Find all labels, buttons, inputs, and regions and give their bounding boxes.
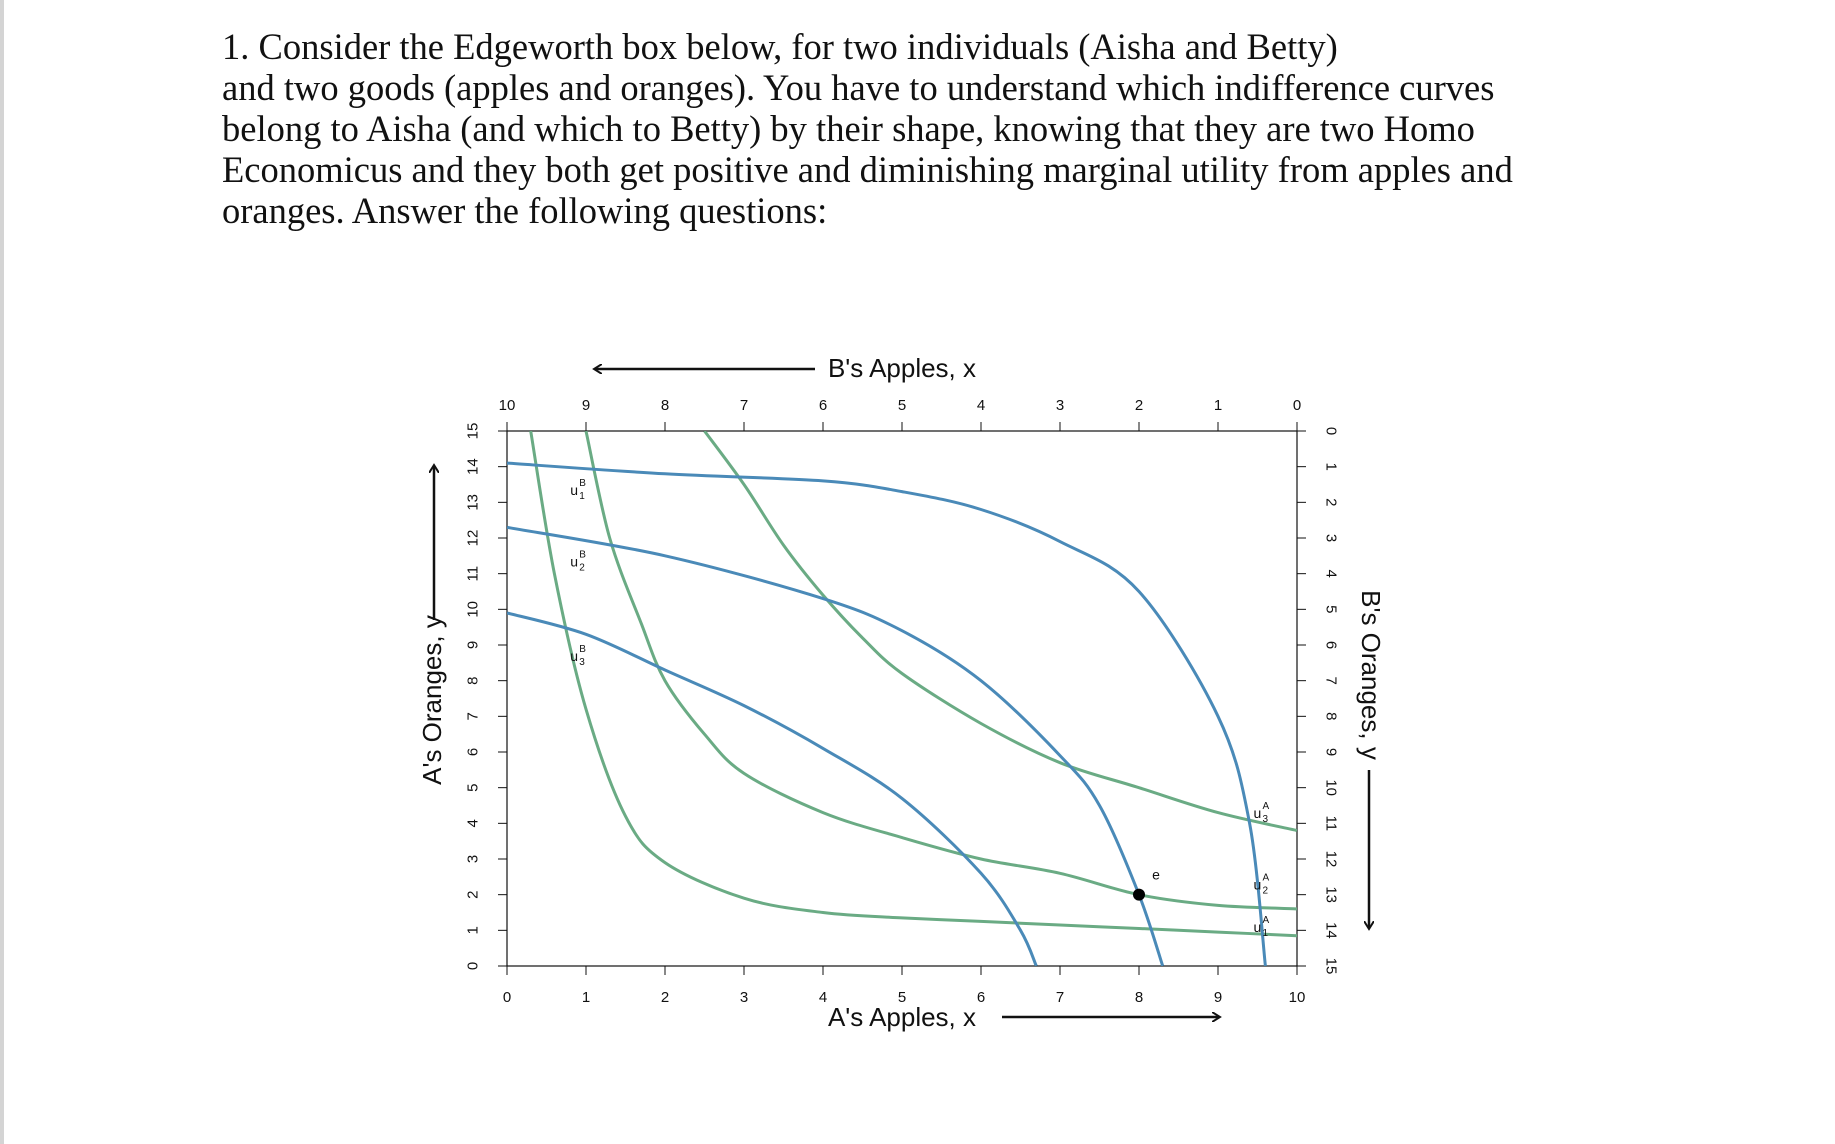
- tick-label-a-apples: 9: [1213, 989, 1223, 1006]
- tick-label-b-oranges: 2: [1322, 498, 1340, 507]
- question-line: belong to Aisha (and which to Betty) by their shape, knowing that they are two Homo: [222, 108, 1475, 149]
- tick-label-b-apples: 10: [498, 397, 516, 414]
- tick-label-a-apples: 1: [581, 989, 591, 1006]
- label-u2-b-base: u: [570, 553, 578, 570]
- label-u1-b-sub: 1: [579, 491, 585, 503]
- label-u2-b-sub: 2: [579, 562, 585, 574]
- axis-titles: [417, 353, 1386, 1032]
- label-u1-b-sup: B: [579, 478, 586, 490]
- tick-label-a-apples: 0: [502, 989, 512, 1006]
- label-u3-a-sup: A: [1262, 800, 1270, 812]
- label-u1-b-base: u: [570, 482, 578, 499]
- label-u3-b-sub: 3: [579, 657, 585, 669]
- tick-label-a-oranges: 10: [464, 600, 482, 618]
- tick-label-b-oranges: 11: [1322, 815, 1340, 832]
- tick-label-b-apples: 7: [739, 397, 749, 414]
- tick-label-b-apples: 2: [1134, 397, 1144, 414]
- indifference-curve-u2A: [586, 431, 1297, 909]
- tick-label-b-oranges: 0: [1322, 426, 1340, 436]
- label-u2-b-sup: B: [579, 549, 586, 561]
- tick-label-b-oranges: 5: [1322, 605, 1340, 614]
- a-oranges-axis-title: A's Oranges, y: [417, 615, 447, 785]
- tick-label-a-oranges: 9: [464, 640, 482, 650]
- allocation-point-e: [1133, 889, 1145, 901]
- point-e-label: e: [1152, 866, 1160, 883]
- tick-label-b-oranges: 3: [1322, 533, 1340, 543]
- question-line: 1. Consider the Edgeworth box below, for two individuals (Aisha and Betty): [222, 26, 1338, 67]
- tick-label-a-apples: 5: [897, 989, 907, 1006]
- tick-label-a-oranges: 1: [464, 926, 482, 935]
- question-line: and two goods (apples and oranges). You have to understand which indifference curves: [222, 67, 1495, 108]
- b-apples-axis-title: B's Apples, x: [827, 353, 977, 383]
- tick-label-b-oranges: 1: [1322, 462, 1340, 471]
- tick-label-a-apples: 4: [818, 989, 828, 1006]
- axis-ticks: [465, 397, 1340, 1006]
- tick-label-a-apples: 3: [739, 989, 749, 1006]
- tick-label-b-oranges: 6: [1322, 640, 1340, 650]
- tick-label-a-apples: 6: [976, 989, 986, 1006]
- b-oranges-axis-title: B's Oranges, y: [1356, 590, 1386, 760]
- question-line: oranges. Answer the following questions:: [222, 190, 828, 231]
- tick-label-b-apples: 1: [1213, 397, 1223, 414]
- tick-label-b-apples: 5: [897, 397, 907, 414]
- indifference-curve-u3A: [705, 431, 1298, 831]
- tick-label-b-oranges: 13: [1322, 886, 1340, 904]
- tick-label-a-apples: 2: [660, 989, 670, 1006]
- tick-label-a-oranges: 8: [464, 676, 482, 685]
- label-u2-a: [1254, 872, 1270, 896]
- tick-label-b-oranges: 7: [1322, 676, 1340, 685]
- tick-label-a-oranges: 15: [464, 422, 482, 440]
- label-u3-a-sub: 3: [1262, 813, 1269, 825]
- edgeworth-box-frame: [507, 431, 1297, 966]
- tick-label-b-oranges: 9: [1322, 747, 1340, 757]
- label-u2-a-base: u: [1253, 876, 1262, 893]
- question-line: Economicus and they both get positive and diminishing marginal utility from apples and: [222, 149, 1513, 190]
- tick-label-b-oranges: 15: [1322, 957, 1340, 975]
- tick-label-b-oranges: 12: [1322, 850, 1340, 868]
- indifference-curve-u1B: [507, 463, 1265, 966]
- label-u3-a-base: u: [1253, 804, 1262, 821]
- tick-label-b-oranges: 8: [1322, 712, 1340, 721]
- label-u1-a-sub: 1: [1262, 928, 1269, 940]
- label-u3-b-sup: B: [579, 644, 586, 656]
- tick-label-a-oranges: 3: [464, 854, 482, 864]
- tick-label-b-apples: 0: [1292, 397, 1302, 414]
- indifference-curve-u2B: [507, 527, 1163, 966]
- tick-label-a-oranges: 12: [464, 529, 482, 547]
- label-u2-b: [570, 550, 586, 574]
- tick-label-a-oranges: 13: [464, 493, 482, 511]
- tick-label-b-oranges: 4: [1322, 569, 1340, 578]
- label-u2-a-sup: A: [1262, 872, 1270, 884]
- tick-label-a-apples: 7: [1055, 989, 1065, 1006]
- tick-label-a-oranges: 5: [464, 783, 482, 792]
- tick-label-b-oranges: 14: [1322, 921, 1340, 939]
- tick-label-b-oranges: 10: [1322, 779, 1340, 797]
- tick-label-a-oranges: 0: [464, 961, 482, 971]
- label-u2-a-sub: 2: [1262, 885, 1269, 897]
- tick-label-b-apples: 9: [581, 397, 591, 414]
- label-u1-a-base: u: [1253, 919, 1262, 936]
- tick-label-b-apples: 8: [660, 397, 670, 414]
- tick-label-b-apples: 6: [818, 397, 828, 414]
- tick-label-a-oranges: 6: [464, 747, 482, 757]
- tick-label-b-apples: 3: [1055, 397, 1065, 414]
- tick-label-a-oranges: 14: [464, 458, 482, 476]
- tick-label-b-apples: 4: [976, 397, 986, 414]
- a-apples-axis-title: A's Apples, x: [827, 1002, 977, 1032]
- tick-label-a-oranges: 4: [464, 819, 482, 828]
- tick-label-a-oranges: 11: [464, 565, 482, 582]
- tick-label-a-apples: 8: [1134, 989, 1144, 1006]
- label-u1-a-sup: A: [1262, 915, 1270, 927]
- indifference-curves: [507, 431, 1297, 966]
- tick-label-a-apples: 10: [1288, 989, 1306, 1006]
- label-u3-b-base: u: [570, 648, 578, 665]
- box-border: [507, 431, 1297, 966]
- tick-label-a-oranges: 2: [464, 890, 482, 899]
- label-u1-b: [570, 478, 586, 502]
- tick-label-a-oranges: 7: [464, 712, 482, 721]
